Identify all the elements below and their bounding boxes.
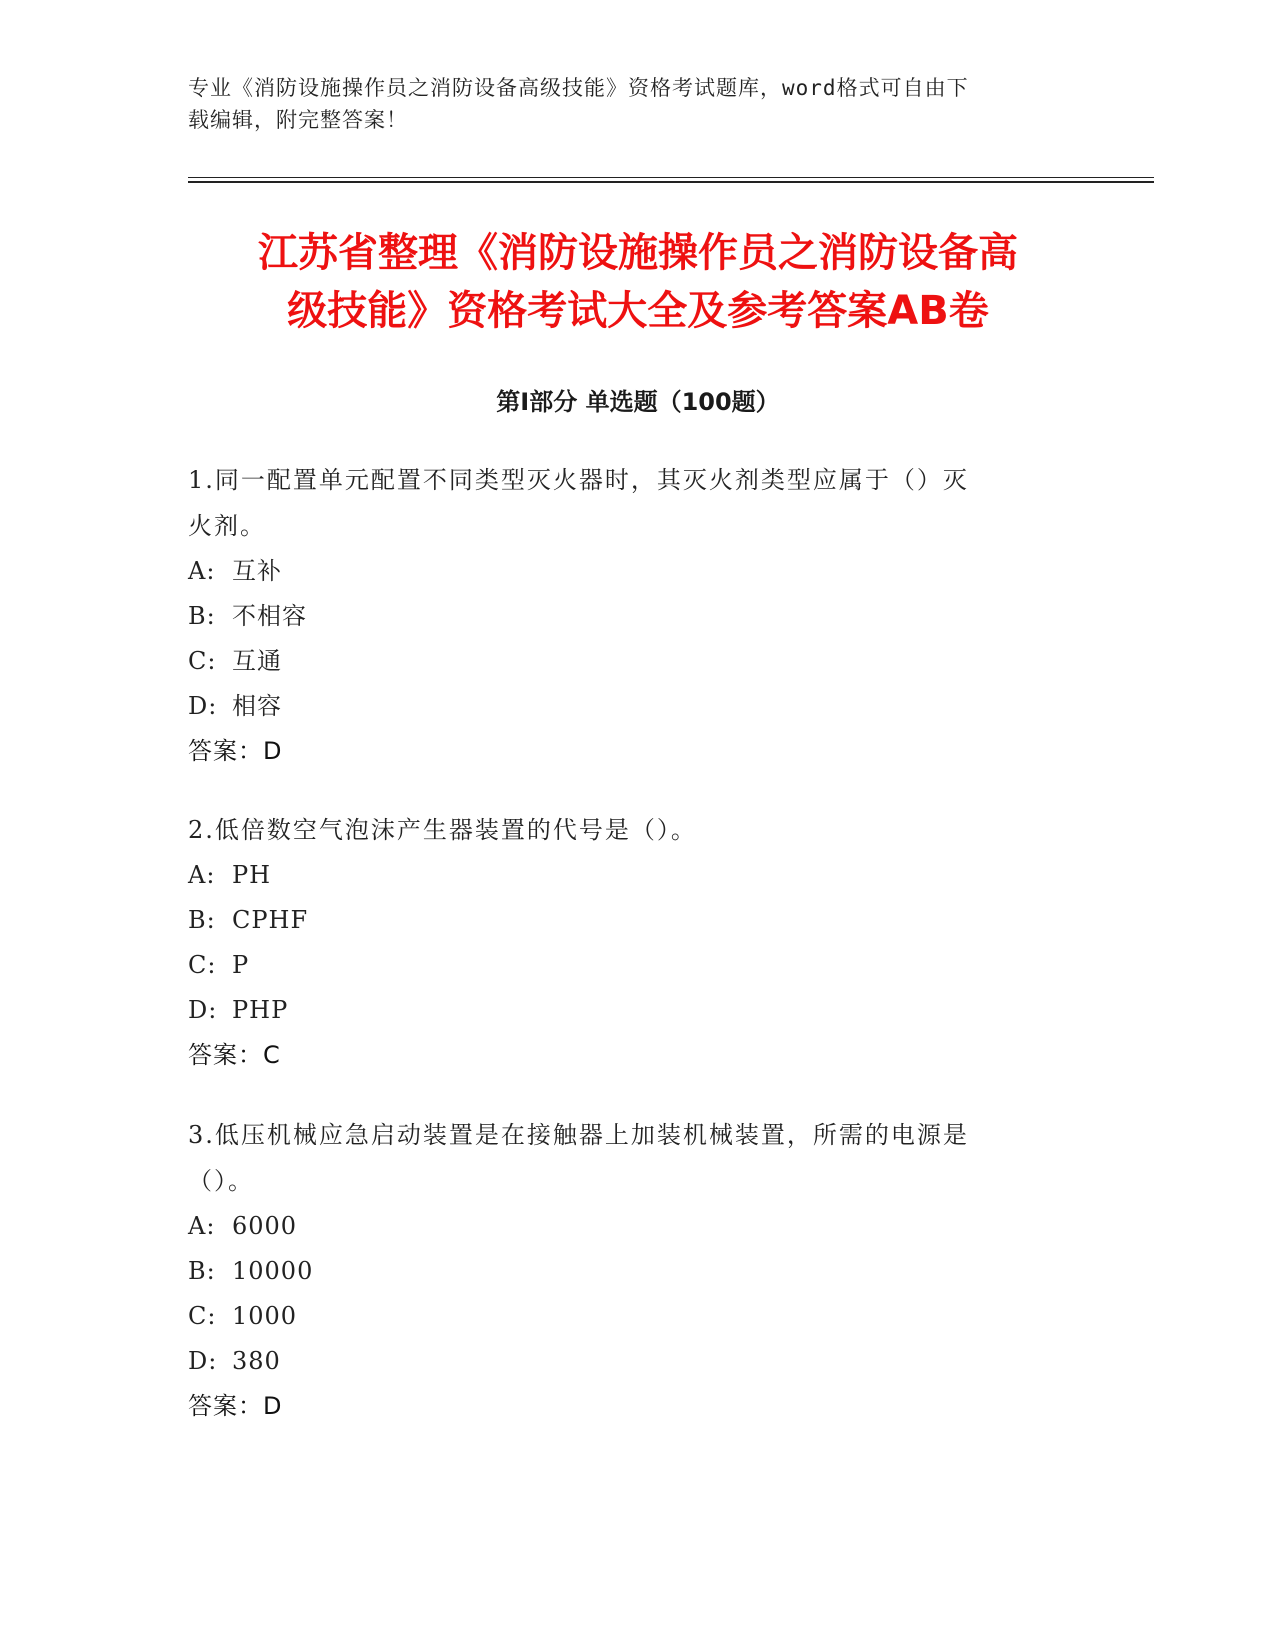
option-text: 相容 bbox=[232, 692, 282, 720]
question-2-option-a bbox=[188, 853, 1068, 898]
option-letter: B: bbox=[188, 602, 216, 630]
header-note-line-2: 载编辑，附完整答案！ bbox=[188, 108, 408, 132]
option-text: 互补 bbox=[232, 557, 282, 585]
question-2-option-c bbox=[188, 943, 1068, 988]
question-3 bbox=[188, 1112, 1068, 1428]
option-letter: C: bbox=[188, 647, 217, 675]
document-title-line-1: 江苏省整理《消防设施操作员之消防设备高 bbox=[258, 230, 1018, 276]
question-2-stem-line-1: 2.低倍数空气泡沫产生器装置的代号是（）。 bbox=[188, 816, 697, 844]
header-divider-thick bbox=[188, 181, 1154, 183]
option-letter: A: bbox=[188, 861, 216, 889]
option-text: PH bbox=[232, 861, 272, 889]
option-text: P bbox=[232, 951, 250, 979]
question-2-option-d bbox=[188, 988, 1068, 1033]
option-letter: C: bbox=[188, 1302, 217, 1330]
option-text: PHP bbox=[232, 996, 289, 1024]
header-divider-thin bbox=[188, 177, 1154, 178]
question-2-answer: 答案：C bbox=[188, 1041, 281, 1069]
option-text: 6000 bbox=[232, 1212, 298, 1240]
question-3-option-a bbox=[188, 1204, 1068, 1249]
header-note bbox=[188, 72, 1068, 136]
option-letter: B: bbox=[188, 906, 216, 934]
option-letter: B: bbox=[188, 1257, 216, 1285]
header-note-line-1: 专业《消防设施操作员之消防设备高级技能》资格考试题库，word格式可自由下 bbox=[188, 76, 969, 100]
question-1 bbox=[188, 457, 1068, 773]
question-1-option-a bbox=[188, 549, 1068, 594]
question-3-stem-line-2: （）。 bbox=[188, 1167, 254, 1195]
document-title bbox=[188, 224, 1088, 340]
question-1-option-d bbox=[188, 684, 1068, 729]
question-2-option-b bbox=[188, 898, 1068, 943]
question-3-answer: 答案：D bbox=[188, 1392, 283, 1420]
question-1-option-c bbox=[188, 639, 1068, 684]
section-heading: 第Ⅰ部分 单选题（100题） bbox=[496, 388, 780, 416]
option-letter: C: bbox=[188, 951, 217, 979]
question-3-option-d bbox=[188, 1339, 1068, 1384]
option-letter: D: bbox=[188, 996, 218, 1024]
option-text: 不相容 bbox=[232, 602, 307, 630]
question-3-option-c bbox=[188, 1294, 1068, 1339]
option-letter: A: bbox=[188, 557, 216, 585]
question-3-option-b bbox=[188, 1249, 1068, 1294]
option-text: 互通 bbox=[232, 647, 282, 675]
question-2 bbox=[188, 807, 1068, 1077]
option-text: CPHF bbox=[232, 906, 309, 934]
option-letter: D: bbox=[188, 692, 218, 720]
option-text: 380 bbox=[232, 1347, 281, 1375]
document-title-line-2: 级技能》资格考试大全及参考答案AB卷 bbox=[287, 288, 989, 334]
option-text: 10000 bbox=[232, 1257, 314, 1285]
option-text: 1000 bbox=[232, 1302, 298, 1330]
question-3-stem-line-1: 3.低压机械应急启动装置是在接触器上加装机械装置，所需的电源是 bbox=[188, 1121, 969, 1149]
option-letter: A: bbox=[188, 1212, 216, 1240]
question-1-stem-line-2: 火剂。 bbox=[188, 512, 266, 540]
question-1-option-b bbox=[188, 594, 1068, 639]
question-1-answer: 答案：D bbox=[188, 737, 283, 765]
option-letter: D: bbox=[188, 1347, 218, 1375]
question-1-stem-line-1: 1.同一配置单元配置不同类型灭火器时，其灭火剂类型应属于（）灭 bbox=[188, 466, 969, 494]
